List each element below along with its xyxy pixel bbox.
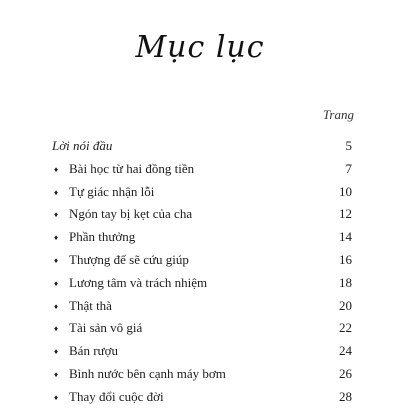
toc-entry-title: Tự giác nhận lỗi	[69, 183, 155, 199]
toc-entry-title: Thượng đế sẽ cứu giúp	[69, 251, 189, 267]
diamond-bullet-icon: ♦	[54, 278, 59, 288]
toc-entry[interactable]	[52, 343, 352, 366]
diamond-bullet-icon: ♦	[54, 301, 59, 311]
diamond-bullet-icon: ♦	[54, 392, 59, 402]
toc-entry-title: Phần thưởng	[69, 229, 136, 245]
toc-entry-title: Bài học từ hai đồng tiền	[69, 160, 195, 176]
toc-entry-title: Lương tâm và trách nhiệm	[69, 274, 208, 290]
toc-entry-title: Bán rượu	[69, 343, 118, 359]
toc-entry-title: Bình nước bên cạnh máy bơm	[69, 365, 226, 381]
page-column-label: Trang	[322, 107, 354, 122]
diamond-bullet-icon: ♦	[54, 324, 59, 334]
page-title: Mục lục	[135, 30, 265, 65]
toc-entry[interactable]	[52, 298, 352, 321]
toc-entry-page: 12	[339, 206, 352, 222]
toc-entry[interactable]	[52, 252, 352, 275]
toc-entry[interactable]	[52, 161, 352, 184]
toc-entry-page: 5	[345, 138, 352, 153]
toc-entry-page: 22	[339, 320, 352, 336]
diamond-bullet-icon: ♦	[54, 164, 59, 174]
table-of-contents	[52, 138, 352, 412]
toc-entry-page: 18	[339, 274, 352, 290]
toc-entry-title: Lời nói đầu	[52, 138, 113, 153]
diamond-bullet-icon: ♦	[54, 210, 59, 220]
diamond-bullet-icon: ♦	[54, 369, 59, 379]
toc-entry[interactable]	[52, 389, 352, 412]
toc-entry-title: Ngón tay bị kẹt của cha	[69, 206, 193, 222]
toc-entry-page: 10	[339, 183, 352, 199]
toc-entry-page: 7	[345, 160, 352, 176]
toc-entry[interactable]	[52, 206, 352, 229]
toc-entry-page: 16	[339, 251, 352, 267]
toc-entry-title: Tài sản vô giá	[69, 320, 143, 336]
toc-entry-title: Thật thà	[69, 297, 112, 313]
toc-entry[interactable]	[52, 366, 352, 389]
toc-entry-page: 20	[339, 297, 352, 313]
toc-entry-intro[interactable]	[52, 138, 352, 161]
toc-entry-page: 24	[339, 343, 352, 359]
diamond-bullet-icon: ♦	[54, 187, 59, 197]
toc-entry[interactable]	[52, 320, 352, 343]
toc-entry-title: Thay đổi cuộc đời	[69, 388, 164, 404]
diamond-bullet-icon: ♦	[54, 347, 59, 357]
toc-entry[interactable]	[52, 275, 352, 298]
toc-entry-page: 26	[339, 365, 352, 381]
toc-entry[interactable]	[52, 229, 352, 252]
toc-entry-page: 28	[339, 388, 352, 404]
diamond-bullet-icon: ♦	[54, 255, 59, 265]
toc-entry[interactable]	[52, 184, 352, 207]
diamond-bullet-icon: ♦	[54, 233, 59, 243]
toc-entry-page: 14	[339, 229, 352, 245]
